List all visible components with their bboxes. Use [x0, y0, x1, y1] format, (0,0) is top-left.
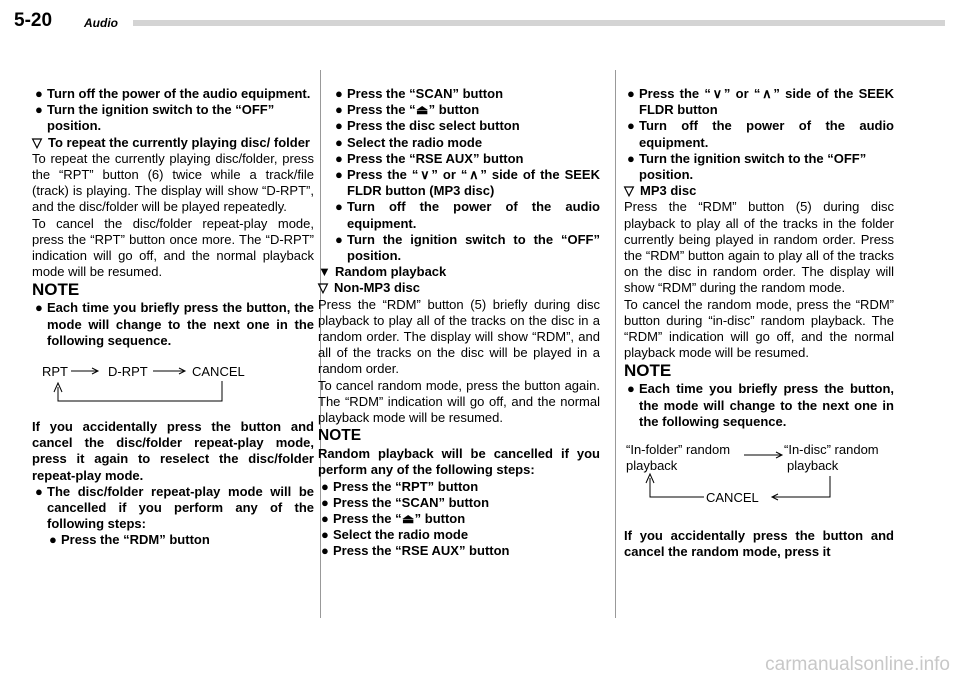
note-text: Random playback will be cancelled if you perform any of the following steps:	[318, 446, 600, 478]
diagram-label: “In-disc” random	[784, 442, 879, 458]
step-item: ● Press the disc select button	[335, 118, 520, 134]
bullet-item: ● Press the “SCAN” button	[321, 494, 490, 510]
column-3	[624, 86, 894, 560]
step-item: ● Turn the ignition switch to the “OFF” position.	[335, 231, 600, 264]
bullet-item: ● Turn off the power of the audio equipment.	[627, 118, 894, 150]
note-bullet: ● The disc/folder repeat-play mode will be cancelled if you perform any of the following steps:	[35, 483, 314, 532]
bullet-item: ● Press the “RSE AUX” button	[321, 543, 510, 559]
chevron-down-icon: ∨	[712, 86, 723, 101]
note-bullet: ● Each time you briefly press the button, the mode will change to the next one in the following sequence.	[35, 300, 314, 348]
bullet-item: ● Turn off the power of the audio equipment.	[35, 86, 311, 101]
bullet-item: ● Turn the ignition switch to the “OFF” position.	[627, 150, 867, 183]
paragraph: To cancel the disc/folder repeat-play mode, press the “RPT” button once more. The “D-RPT” indication will go off, and the normal playback mode will be resumed.	[32, 215, 314, 280]
triangle-outline-icon: ▽	[32, 134, 42, 150]
paragraph: If you accidentally press the button and cancel the disc/folder repeat-play mode, press it again to reselect the disc/folder repeat-play mode.	[32, 419, 314, 483]
triangle-filled-icon: ▼	[318, 264, 331, 280]
page-number: 5-20	[14, 10, 53, 31]
bullet-item: ● Press the “RPT” button	[321, 478, 479, 494]
eject-icon: ⏏	[402, 511, 415, 527]
chevron-up-icon: ∧	[469, 167, 479, 183]
diagram-label: “In-folder” random	[626, 442, 731, 458]
eject-icon: ⏏	[416, 102, 429, 118]
column-divider	[615, 70, 616, 618]
diagram-label: playback	[626, 458, 678, 474]
paragraph: To repeat the currently playing disc/folder, press the “RPT” button (6) twice while a track/file (track) is playing. The display will show “D-RPT”, and the disc/folder will be played repeatedly.	[32, 150, 314, 215]
step-item: ● Press the “RSE AUX” button	[335, 150, 524, 166]
watermark: carmanualsonline.info	[765, 654, 950, 675]
bullet-item: ● Press the “⏏” button	[321, 511, 466, 527]
sub-heading: ▽ To repeat the currently playing disc/ folder	[32, 134, 310, 150]
step-item: ● Select the radio mode	[335, 134, 483, 150]
paragraph: To cancel random mode, press the button again. The “RDM” indication will go off, and the normal playback mode will be resumed.	[318, 377, 600, 426]
chevron-down-icon: ∨	[420, 167, 430, 183]
bullet-item: ● Press the “ ∨ ” or “ ∧ ” side of the SEEK FLDR button	[627, 86, 894, 118]
step-item: ● Press the “ ∨ ” or “ ∧ ” side of the SEEK FLDR button (MP3 disc)	[335, 167, 600, 199]
paragraph: To cancel the random mode, press the “RDM” button during “in-disc” random playback. The “RDM” indication will go off, and the normal playback mode will be resumed.	[624, 296, 894, 361]
step-item: ● Press the “SCAN” button	[335, 86, 504, 101]
note-label: NOTE	[318, 427, 362, 445]
bullet-item: ● Turn the ignition switch to the “OFF” position.	[35, 102, 275, 134]
paragraph: Press the “RDM” button (5) during disc playback to play all of the tracks in the folder currently being played in random order. Press the “RDM” button again to play all of the tracks on the disc in random order. The display will show “RDM” during the random mode.	[624, 199, 894, 296]
diagram-label: CANCEL	[706, 490, 759, 506]
diagram-label: D-RPT	[108, 364, 148, 380]
paragraph: Press the “RDM” button (5) briefly during disc playback to play all of the tracks on the disc in a random order. The display will show “RDM”, and all of the tracks on the disc will be played in a random order.	[318, 296, 600, 377]
chevron-up-icon: ∧	[762, 86, 772, 101]
diagram-label: CANCEL	[192, 364, 245, 380]
step-item: ● Press the “⏏” button	[335, 102, 480, 118]
section-heading: ▼ Random playback	[318, 264, 447, 280]
sub-heading: ▽ Non-MP3 disc	[318, 280, 420, 296]
diagram-label: playback	[787, 458, 839, 474]
column-1	[32, 86, 314, 549]
note-label: NOTE	[32, 280, 80, 300]
section-title: Audio	[84, 16, 118, 30]
column-2	[318, 86, 600, 560]
note-label: NOTE	[624, 361, 672, 381]
diagram-label: RPT	[42, 364, 68, 380]
step-item: ● Turn off the power of the audio equipment.	[335, 199, 600, 231]
bullet-item: ● Select the radio mode	[321, 527, 469, 543]
sequence-diagram	[32, 363, 314, 419]
header-rule	[133, 20, 945, 26]
triangle-outline-icon: ▽	[318, 280, 328, 296]
paragraph: If you accidentally press the button and cancel the random mode, press it	[624, 528, 894, 560]
sub-heading: ▽ MP3 disc	[624, 183, 697, 199]
diagram-arrows	[32, 363, 272, 419]
diagram-arrows	[624, 442, 894, 528]
triangle-outline-icon: ▽	[624, 183, 634, 199]
sequence-diagram	[624, 442, 894, 528]
note-bullet: ● Each time you briefly press the button, the mode will change to the next one in the following sequence.	[627, 381, 894, 429]
step-item: ● Press the “RDM” button	[49, 532, 210, 548]
